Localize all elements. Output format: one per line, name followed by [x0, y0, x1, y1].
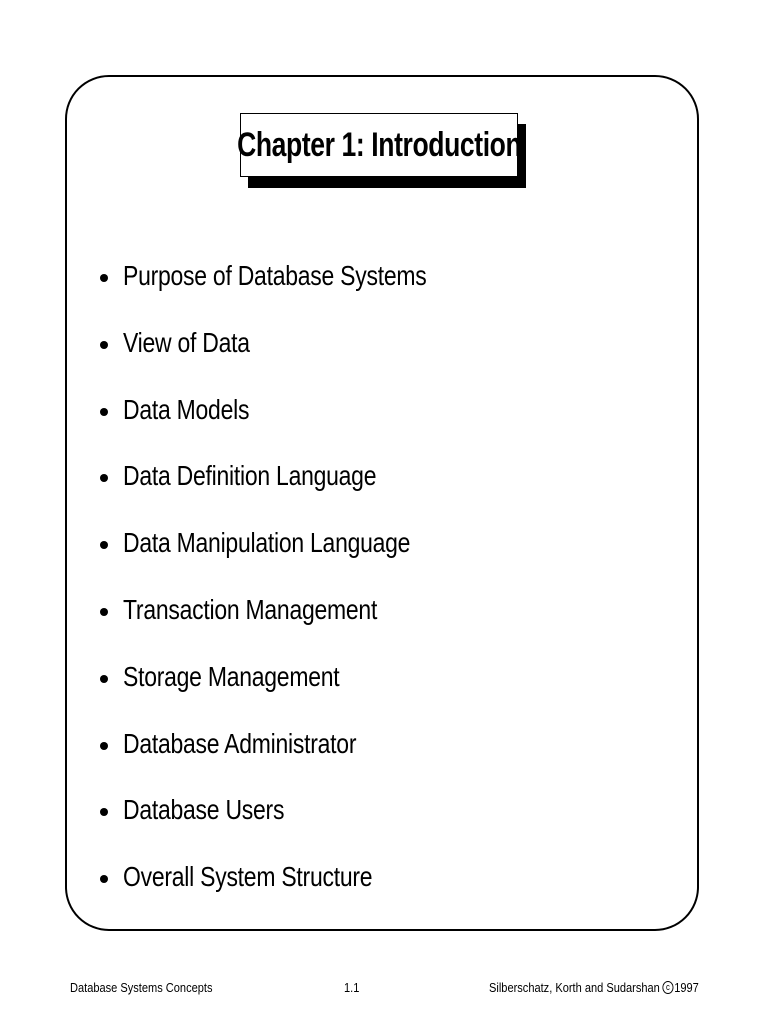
bullet-label: View of Data	[123, 326, 250, 358]
bullet-icon	[100, 541, 108, 549]
bullet-icon	[100, 742, 108, 750]
bullet-label: Database Administrator	[123, 727, 357, 759]
copyright-icon: c	[663, 981, 674, 994]
bullet-label: Data Definition Language	[123, 460, 377, 492]
bullet-icon	[100, 875, 108, 883]
footer-copyright	[489, 980, 699, 995]
bullet-item	[100, 390, 493, 457]
bullet-list	[100, 256, 493, 924]
bullet-item	[100, 590, 493, 657]
bullet-label: Database Users	[123, 794, 285, 826]
bullet-icon	[100, 608, 108, 616]
bullet-item	[100, 724, 493, 791]
bullet-item	[100, 657, 493, 724]
bullet-item	[100, 790, 493, 857]
footer-book-title: Database Systems Concepts	[70, 980, 213, 995]
bullet-icon	[100, 341, 108, 349]
title-box	[236, 113, 522, 177]
bullet-label: Overall System Structure	[123, 861, 373, 893]
bullet-icon	[100, 474, 108, 482]
bullet-label: Data Models	[123, 393, 250, 425]
bullet-icon	[100, 408, 108, 416]
footer-year: 1997	[674, 980, 699, 995]
bullet-label: Storage Management	[123, 660, 340, 692]
footer-page-number: 1.1	[344, 980, 360, 995]
bullet-label: Purpose of Database Systems	[123, 260, 427, 291]
bullet-item	[100, 323, 493, 390]
bullet-item	[100, 523, 493, 590]
footer-authors: Silberschatz, Korth and Sudarshan	[489, 980, 660, 995]
bullet-icon	[100, 675, 108, 683]
bullet-label: Data Manipulation Language	[123, 527, 411, 559]
slide-title: Chapter 1: Introduction	[236, 125, 522, 164]
bullet-icon	[100, 808, 108, 816]
title-block	[236, 113, 522, 177]
bullet-item	[100, 456, 493, 523]
bullet-label: Transaction Management	[123, 593, 378, 625]
bullet-item	[100, 256, 493, 323]
bullet-icon	[100, 274, 108, 282]
bullet-item	[100, 857, 493, 924]
